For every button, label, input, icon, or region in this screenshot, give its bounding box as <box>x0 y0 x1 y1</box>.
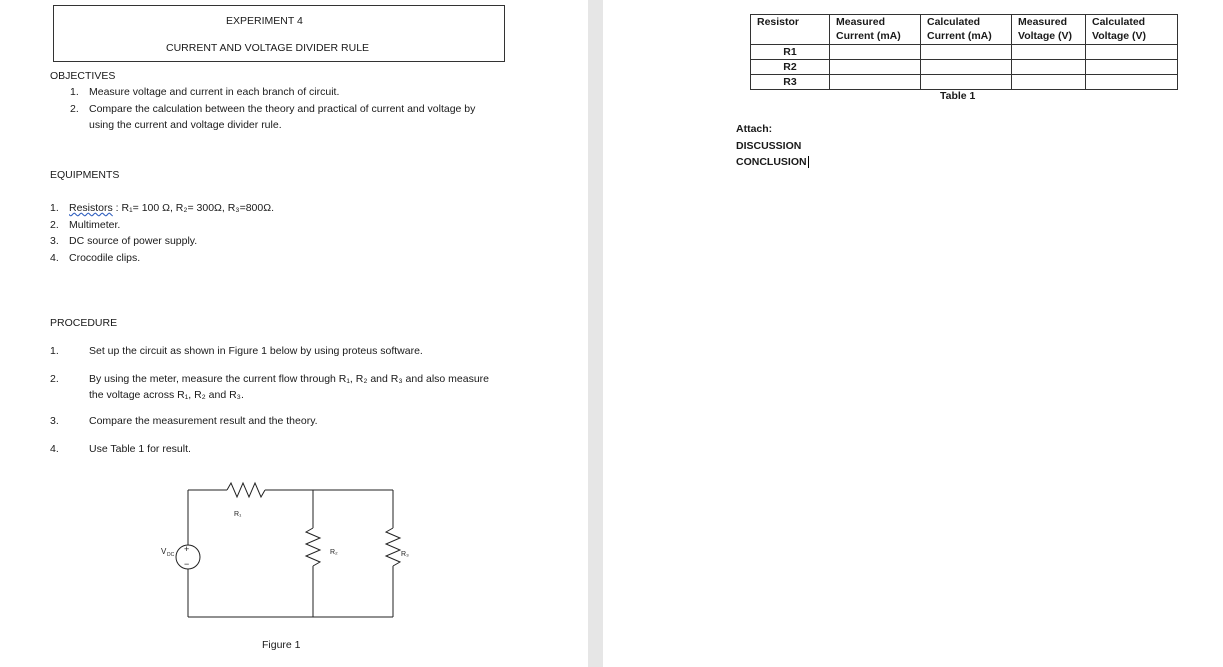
table-cell[interactable] <box>1012 45 1086 60</box>
equipment-item: DC source of power supply. <box>69 235 198 247</box>
experiment-subtitle: CURRENT AND VOLTAGE DIVIDER RULE <box>166 42 370 54</box>
table-cell[interactable] <box>1012 60 1086 75</box>
attach-label: Attach: <box>736 123 773 135</box>
table-row <box>751 75 1178 90</box>
objective-text-cont: using the current and voltage divider rule. <box>89 119 282 131</box>
experiment-title: EXPERIMENT 4 <box>226 15 303 27</box>
source-plus: + <box>184 544 190 554</box>
table-row <box>751 45 1178 60</box>
table-header-cell[interactable]: Measured Current (mA) <box>830 15 921 45</box>
table-header-cell[interactable]: Calculated Current (mA) <box>921 15 1012 45</box>
procedure-step: Compare the measurement result and the theory. <box>89 415 318 427</box>
procedure-step: Set up the circuit as shown in Figure 1 below by using proteus software. <box>89 345 423 357</box>
circuit-diagram <box>150 478 430 623</box>
table-header-cell[interactable]: Measured Voltage (V) <box>1012 15 1086 45</box>
table-cell-resistor[interactable]: R2 <box>751 60 830 75</box>
objective-num: 1. <box>70 86 79 98</box>
discussion-heading: DISCUSSION <box>736 140 802 152</box>
equipment-values: : R₁= 100 Ω, R₂= 300Ω, R₃=800Ω. <box>112 202 274 214</box>
table-header-cell[interactable]: Resistor <box>751 15 830 45</box>
table-row <box>751 60 1178 75</box>
spellcheck-word[interactable]: Resistors <box>69 202 113 214</box>
procedure-step: By using the meter, measure the current flow through R₁, R₂ and R₃ and also measure <box>89 373 490 385</box>
procedure-heading: PROCEDURE <box>50 317 118 329</box>
objectives-heading: OBJECTIVES <box>50 70 116 82</box>
equipment-num: 4. <box>50 252 59 264</box>
procedure-num: 2. <box>50 373 59 385</box>
document-page-2[interactable] <box>603 0 1223 667</box>
equipment-num: 1. <box>50 202 59 214</box>
procedure-num: 4. <box>50 443 59 455</box>
table-cell[interactable] <box>1086 45 1178 60</box>
objective-num: 2. <box>70 103 79 115</box>
r1-label: R₁ <box>234 511 242 518</box>
table-cell[interactable] <box>1086 75 1178 90</box>
table-caption: Table 1 <box>940 90 976 102</box>
table-header-row <box>751 15 1178 45</box>
resistor-r1-symbol <box>227 483 265 497</box>
conclusion-heading: CONCLUSION <box>736 156 807 168</box>
table-cell[interactable] <box>830 75 921 90</box>
results-table[interactable] <box>750 14 1178 90</box>
table-cell[interactable] <box>1012 75 1086 90</box>
equipment-item: Multimeter. <box>69 219 121 231</box>
source-minus: − <box>184 559 190 569</box>
table-header-cell[interactable]: Calculated Voltage (V) <box>1086 15 1178 45</box>
equipment-item: Crocodile clips. <box>69 252 141 264</box>
r3-label: R₃ <box>401 551 409 558</box>
table-cell-resistor[interactable]: R1 <box>751 45 830 60</box>
equipment-num: 3. <box>50 235 59 247</box>
resistor-r3-symbol <box>386 528 400 566</box>
source-label: V <box>161 547 167 556</box>
table-cell[interactable] <box>1086 60 1178 75</box>
objective-text: Measure voltage and current in each branch of circuit. <box>89 86 340 98</box>
document-page-1[interactable] <box>0 0 588 667</box>
table-cell[interactable] <box>921 45 1012 60</box>
equipment-item <box>69 202 274 215</box>
text-cursor <box>808 156 809 168</box>
procedure-step-cont: the voltage across R₁, R₂ and R₃. <box>89 389 244 401</box>
table-cell[interactable] <box>830 60 921 75</box>
equipment-num: 2. <box>50 219 59 231</box>
procedure-num: 1. <box>50 345 59 357</box>
table-cell[interactable] <box>921 75 1012 90</box>
procedure-num: 3. <box>50 415 59 427</box>
objective-text: Compare the calculation between the theory and practical of current and voltage by <box>89 103 476 115</box>
table-cell[interactable] <box>921 60 1012 75</box>
equipments-heading: EQUIPMENTS <box>50 169 120 181</box>
source-label-sub: DC <box>167 552 175 558</box>
r2-label: R₂ <box>330 549 338 556</box>
resistor-r2-symbol <box>306 528 320 566</box>
figure-caption: Figure 1 <box>262 639 301 651</box>
table-cell[interactable] <box>830 45 921 60</box>
procedure-step: Use Table 1 for result. <box>89 443 191 455</box>
table-cell-resistor[interactable]: R3 <box>751 75 830 90</box>
